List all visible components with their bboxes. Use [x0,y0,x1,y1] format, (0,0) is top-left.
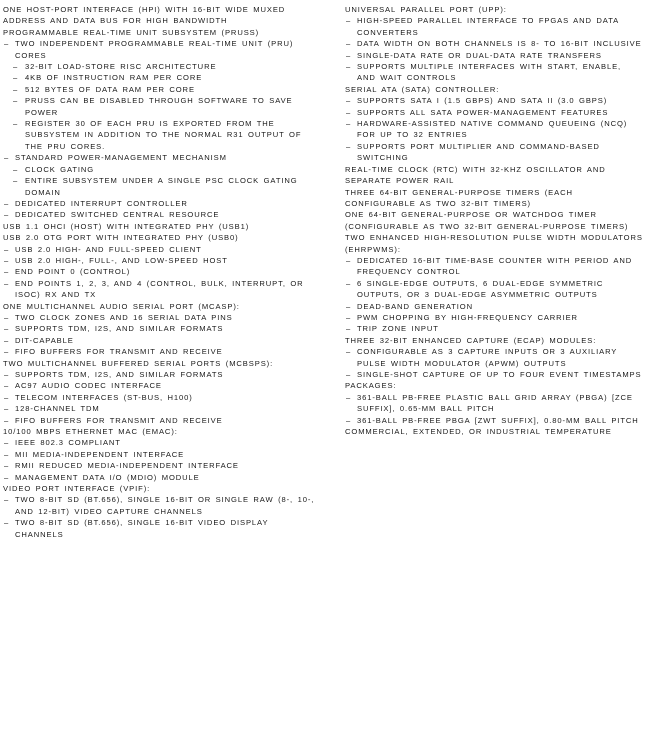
feature-subitem [3,472,315,483]
feature-text: THREE 32-BIT ENHANCED CAPTURE (ECAP) MODULES: [345,335,597,345]
feature-subitem [3,72,315,83]
feature-subitem [3,517,315,540]
feature-subitem [345,141,643,164]
bullet-dash: – [4,278,10,288]
right-column [345,4,643,437]
feature-item [345,4,643,15]
feature-subitem [3,335,315,346]
feature-text: END POINT 0 (CONTROL) [15,267,131,277]
feature-subitem [345,95,643,106]
feature-item [345,187,643,210]
bullet-dash: – [4,335,10,345]
feature-item [345,426,643,437]
feature-item [345,209,643,232]
bullet-dash: – [4,438,10,448]
feature-item [3,221,315,232]
feature-subitem [345,278,643,301]
feature-text: SUPPORTS SATA I (1.5 GBPS) AND SATA II (3.0 GBPS) [357,96,608,106]
feature-text: MANAGEMENT DATA I/O (MDIO) MODULE [15,472,200,482]
feature-text: TWO MULTICHANNEL BUFFERED SERIAL PORTS (MCBSPS): [3,358,274,368]
bullet-dash: – [346,255,352,265]
bullet-dash: – [13,84,19,94]
feature-text: FIFO BUFFERS FOR TRANSMIT AND RECEIVE [15,347,223,357]
feature-text: 6 SINGLE-EDGE OUTPUTS, 6 DUAL-EDGE SYMMETRIC OUTPUTS, OR 3 DUAL-EDGE ASYMMETRIC OUTPUTS [357,278,604,300]
feature-item [3,27,315,38]
feature-text: USB 2.0 HIGH- AND FULL-SPEED CLIENT [15,244,202,254]
feature-item [345,335,643,346]
feature-text: END POINTS 1, 2, 3, AND 4 (CONTROL, BULK, INTERRUPT, OR ISOC) RX AND TX [15,278,304,300]
feature-text: TRIP ZONE INPUT [357,324,439,334]
feature-text: SUPPORTS TDM, I2S, AND SIMILAR FORMATS [15,370,224,379]
feature-subitem [3,255,315,266]
feature-text: 512 BYTES OF DATA RAM PER CORE [25,84,195,94]
bullet-dash: – [4,495,10,505]
bullet-dash: – [4,381,10,391]
feature-text: CLOCK GATING [25,164,95,174]
bullet-dash: – [346,16,352,26]
feature-subitem [3,278,315,301]
bullet-dash: – [4,244,10,254]
feature-text: HIGH-SPEED PARALLEL INTERFACE TO FPGAS AND DATA CONVERTERS [357,16,619,37]
bullet-dash: – [346,50,352,60]
feature-text: SUPPORTS ALL SATA POWER-MANAGEMENT FEATURES [357,107,609,117]
feature-subitem [3,323,315,334]
feature-text: MII MEDIA-INDEPENDENT INTERFACE [15,449,185,459]
feature-subitem [345,118,643,141]
feature-subitem [345,312,643,323]
feature-text: PROGRAMMABLE REAL-TIME UNIT SUBSYSTEM (PRUSS) [3,27,260,37]
feature-subitem [3,266,315,277]
feature-subitem [3,403,315,414]
feature-subitem [345,107,643,118]
feature-text: 361-BALL PB-FREE PLASTIC BALL GRID ARRAY (PBGA) [ZCE SUFFIX], 0.65-MM BALL PITCH [357,392,633,414]
feature-text: COMMERCIAL, EXTENDED, OR INDUSTRIAL TEMPERATURE [345,427,612,437]
feature-text: USB 2.0 HIGH-, FULL-, AND LOW-SPEED HOST [15,255,228,265]
bullet-dash: – [4,472,10,482]
bullet-dash: – [346,370,352,379]
bullet-dash: – [4,198,10,208]
feature-subitem [3,392,315,403]
bullet-dash: – [346,312,352,322]
feature-subitem [3,346,315,357]
bullet-dash: – [346,415,352,425]
bullet-dash: – [13,176,19,186]
feature-text: SUPPORTS MULTIPLE INTERFACES WITH START, ENABLE, AND WAIT CONTROLS [357,62,622,83]
bullet-dash: – [13,62,19,72]
feature-subitem [3,95,315,118]
feature-text: SINGLE-SHOT CAPTURE OF UP TO FOUR EVENT TIMESTAMPS [357,370,642,379]
feature-item [3,426,315,437]
feature-item [345,164,643,187]
feature-text: ONE HOST-PORT INTERFACE (HPI) WITH 16-BIT WIDE MUXED ADDRESS AND DATA BUS FOR HIGH BANDWIDTH [3,5,286,26]
left-column [3,4,315,540]
feature-text: SUPPORTS PORT MULTIPLIER AND COMMAND-BASED SWITCHING [357,141,600,163]
feature-text: TWO 8-BIT SD (BT.656), SINGLE 16-BIT OR SINGLE RAW (8-, 10-, AND 12-BIT) VIDEO CAPTURE CHANNELS [15,495,315,516]
feature-item [3,4,315,27]
feature-subitem [3,38,315,61]
feature-text: 4KB OF INSTRUCTION RAM PER CORE [25,73,203,83]
feature-subitem [3,175,315,198]
bullet-dash: – [4,347,10,357]
feature-text: PRUSS CAN BE DISABLED THROUGH SOFTWARE TO SAVE POWER [25,96,293,117]
feature-text: DEDICATED 16-BIT TIME-BASE COUNTER WITH PERIOD AND FREQUENCY CONTROL [357,255,633,277]
feature-text: TELECOM INTERFACES (ST-BUS, H100) [15,392,193,402]
feature-text: STANDARD POWER-MANAGEMENT MECHANISM [15,153,227,163]
feature-text: DIT-CAPABLE [15,335,74,345]
feature-text: ENTIRE SUBSYSTEM UNDER A SINGLE PSC CLOCK GATING DOMAIN [25,176,298,197]
feature-subitem [3,494,315,517]
feature-item [3,483,315,494]
feature-subitem [345,61,643,84]
bullet-dash: – [346,392,352,402]
feature-subitem [345,415,643,426]
feature-text: 10/100 MBPS ETHERNET MAC (EMAC): [3,427,178,437]
feature-subitem [345,38,643,49]
feature-text: DEDICATED SWITCHED CENTRAL RESOURCE [15,210,220,220]
feature-subitem [3,312,315,323]
feature-text: THREE 64-BIT GENERAL-PURPOSE TIMERS (EACH CONFIGURABLE AS TWO 32-BIT TIMERS) [345,187,573,208]
bullet-dash: – [4,210,10,220]
bullet-dash: – [13,164,19,174]
feature-text: TWO INDEPENDENT PROGRAMMABLE REAL-TIME UNIT (PRU) CORES [15,39,294,60]
bullet-dash: – [4,404,10,414]
bullet-dash: – [4,370,10,379]
bullet-dash: – [346,107,352,117]
feature-text: SUPPORTS TDM, I2S, AND SIMILAR FORMATS [15,324,224,334]
feature-text: SINGLE-DATA RATE OR DUAL-DATA RATE TRANSFERS [357,50,602,60]
feature-subitem [3,61,315,72]
feature-item [345,380,643,391]
feature-subitem [3,380,315,391]
feature-item [3,301,315,312]
feature-subitem [3,198,315,209]
bullet-dash: – [346,39,352,49]
feature-text: PACKAGES: [345,381,397,391]
feature-text: DATA WIDTH ON BOTH CHANNELS IS 8- TO 16-BIT INCLUSIVE [357,39,642,49]
feature-text: 361-BALL PB-FREE PBGA [ZWT SUFFIX], 0.80-MM BALL PITCH [357,415,639,425]
feature-text: USB 1.1 OHCI (HOST) WITH INTEGRATED PHY (USB1) [3,221,250,231]
bullet-dash: – [346,278,352,288]
feature-text: DEDICATED INTERRUPT CONTROLLER [15,198,188,208]
feature-subitem [3,437,315,448]
bullet-dash: – [4,461,10,471]
feature-text: REAL-TIME CLOCK (RTC) WITH 32-KHZ OSCILLATOR AND SEPARATE POWER RAIL [345,164,606,186]
feature-text: TWO CLOCK ZONES AND 16 SERIAL DATA PINS [15,312,233,322]
feature-subitem [3,118,315,152]
feature-item [3,232,315,243]
feature-subitem [3,460,315,471]
feature-subitem [345,346,643,369]
feature-text: ONE 64-BIT GENERAL-PURPOSE OR WATCHDOG TIMER (CONFIGURABLE AS TWO 32-BIT GENERAL-PURPOSE TIMERS) [345,210,629,231]
feature-subitem [3,209,315,220]
feature-subitem [345,392,643,415]
feature-text: HARDWARE-ASSISTED NATIVE COMMAND QUEUEING (NCQ) FOR UP TO 32 ENTRIES [357,119,628,140]
feature-subitem [345,369,643,380]
feature-item [345,232,643,255]
bullet-dash: – [13,73,19,83]
bullet-dash: – [13,119,19,129]
bullet-dash: – [346,324,352,334]
feature-text: SERIAL ATA (SATA) CONTROLLER: [345,84,500,94]
bullet-dash: – [4,324,10,334]
feature-text: UNIVERSAL PARALLEL PORT (UPP): [345,5,507,14]
bullet-dash: – [4,415,10,425]
feature-text: TWO 8-BIT SD (BT.656), SINGLE 16-BIT VIDEO DISPLAY CHANNELS [15,518,269,539]
bullet-dash: – [4,39,10,49]
feature-subitem [3,244,315,255]
feature-text: TWO ENHANCED HIGH-RESOLUTION PULSE WIDTH MODULATORS (EHRPWMS): [345,233,643,254]
feature-subitem [3,164,315,175]
feature-item [345,84,643,95]
bullet-dash: – [346,119,352,129]
bullet-dash: – [4,392,10,402]
feature-subitem [3,369,315,380]
bullet-dash: – [346,141,352,151]
bullet-dash: – [4,267,10,277]
bullet-dash: – [346,62,352,72]
feature-text: 128-CHANNEL TDM [15,404,100,414]
bullet-dash: – [4,449,10,459]
bullet-dash: – [4,153,10,163]
feature-text: 32-BIT LOAD-STORE RISC ARCHITECTURE [25,62,217,72]
feature-subitem [345,323,643,334]
feature-subitem [3,449,315,460]
feature-text: DEAD-BAND GENERATION [357,301,473,311]
feature-text: ONE MULTICHANNEL AUDIO SERIAL PORT (MCASP): [3,301,240,311]
feature-item [3,358,315,369]
bullet-dash: – [4,518,10,528]
feature-subitem [345,50,643,61]
feature-subitem [345,255,643,278]
bullet-dash: – [13,96,19,106]
feature-text: USB 2.0 OTG PORT WITH INTEGRATED PHY (USB0) [3,233,239,243]
feature-text: VIDEO PORT INTERFACE (VPIF): [3,484,151,494]
feature-text: FIFO BUFFERS FOR TRANSMIT AND RECEIVE [15,415,223,425]
feature-text: PWM CHOPPING BY HIGH-FREQUENCY CARRIER [357,312,578,322]
feature-subitem [3,152,315,163]
feature-text: RMII REDUCED MEDIA-INDEPENDENT INTERFACE [15,461,239,471]
feature-subitem [3,415,315,426]
feature-subitem [345,15,643,38]
feature-text: REGISTER 30 OF EACH PRU IS EXPORTED FROM THE SUBSYSTEM IN ADDITION TO THE NORMAL R31 OUTPUT OF THE PRU CORES. [25,119,302,151]
bullet-dash: – [4,255,10,265]
bullet-dash: – [346,347,352,357]
feature-subitem [345,301,643,312]
feature-text: AC97 AUDIO CODEC INTERFACE [15,381,162,391]
bullet-dash: – [346,301,352,311]
bullet-dash: – [4,312,10,322]
feature-subitem [3,84,315,95]
bullet-dash: – [346,96,352,106]
feature-text: IEEE 802.3 COMPLIANT [15,438,121,448]
feature-text: CONFIGURABLE AS 3 CAPTURE INPUTS OR 3 AUXILIARY PULSE WIDTH MODULATOR (APWM) OUTPUTS [357,347,618,368]
